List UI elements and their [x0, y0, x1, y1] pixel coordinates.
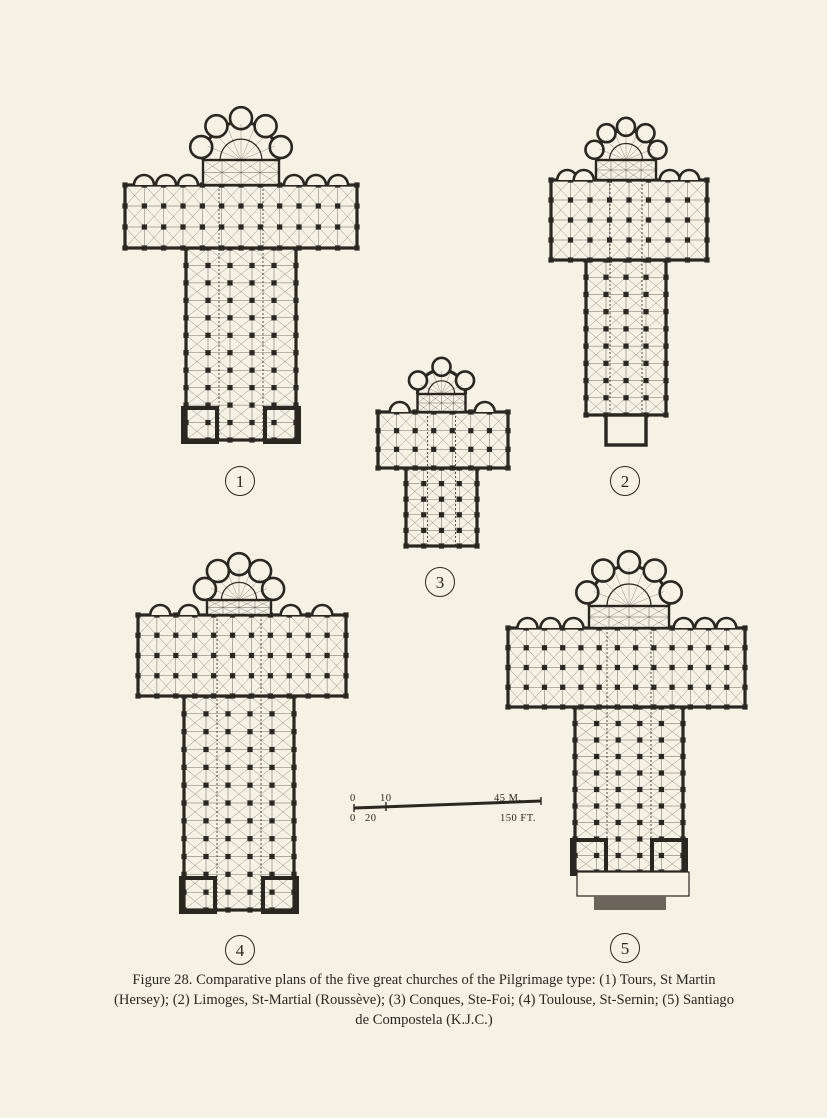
scale-m-10: 10 [380, 793, 392, 804]
scale-ft-20: 20 [365, 813, 377, 824]
plan-3-conques [375, 358, 510, 549]
plan-2-limoges [548, 118, 709, 418]
caption-line-2: (Hersey); (2) Limoges, St-Martial (Roussève); (3) Conques, Ste-Foi; (4) Toulouse, St-Sernin; (5) Santiago [113, 992, 735, 1008]
scale-m-45: 45 M. [494, 793, 522, 804]
scale-ft-0: 0 [350, 813, 356, 824]
scale-ft-150: 150 FT. [500, 813, 536, 824]
figure-caption [84, 970, 764, 1030]
caption-line-3: de Compostela (K.J.C.) [355, 1012, 493, 1028]
caption-line-1: Figure 28. Comparative plans of the five great churches of the Pilgrimage type: (1) Tours, St Martin [132, 972, 716, 988]
plan-5-forecourt [577, 872, 689, 896]
plan-2-west-porch [606, 415, 646, 445]
plan-label-1: 1 [225, 466, 255, 496]
plan-label-2: 2 [610, 466, 640, 496]
plan-1-tours [122, 107, 359, 442]
plan-5-steps [594, 896, 666, 910]
scale-m-0: 0 [350, 793, 356, 804]
plan-label-4: 4 [225, 935, 255, 965]
plan-label-5: 5 [610, 933, 640, 963]
plan-4-toulouse [135, 553, 348, 912]
plan-label-3: 3 [425, 567, 455, 597]
plan-5-santiago [505, 551, 747, 874]
